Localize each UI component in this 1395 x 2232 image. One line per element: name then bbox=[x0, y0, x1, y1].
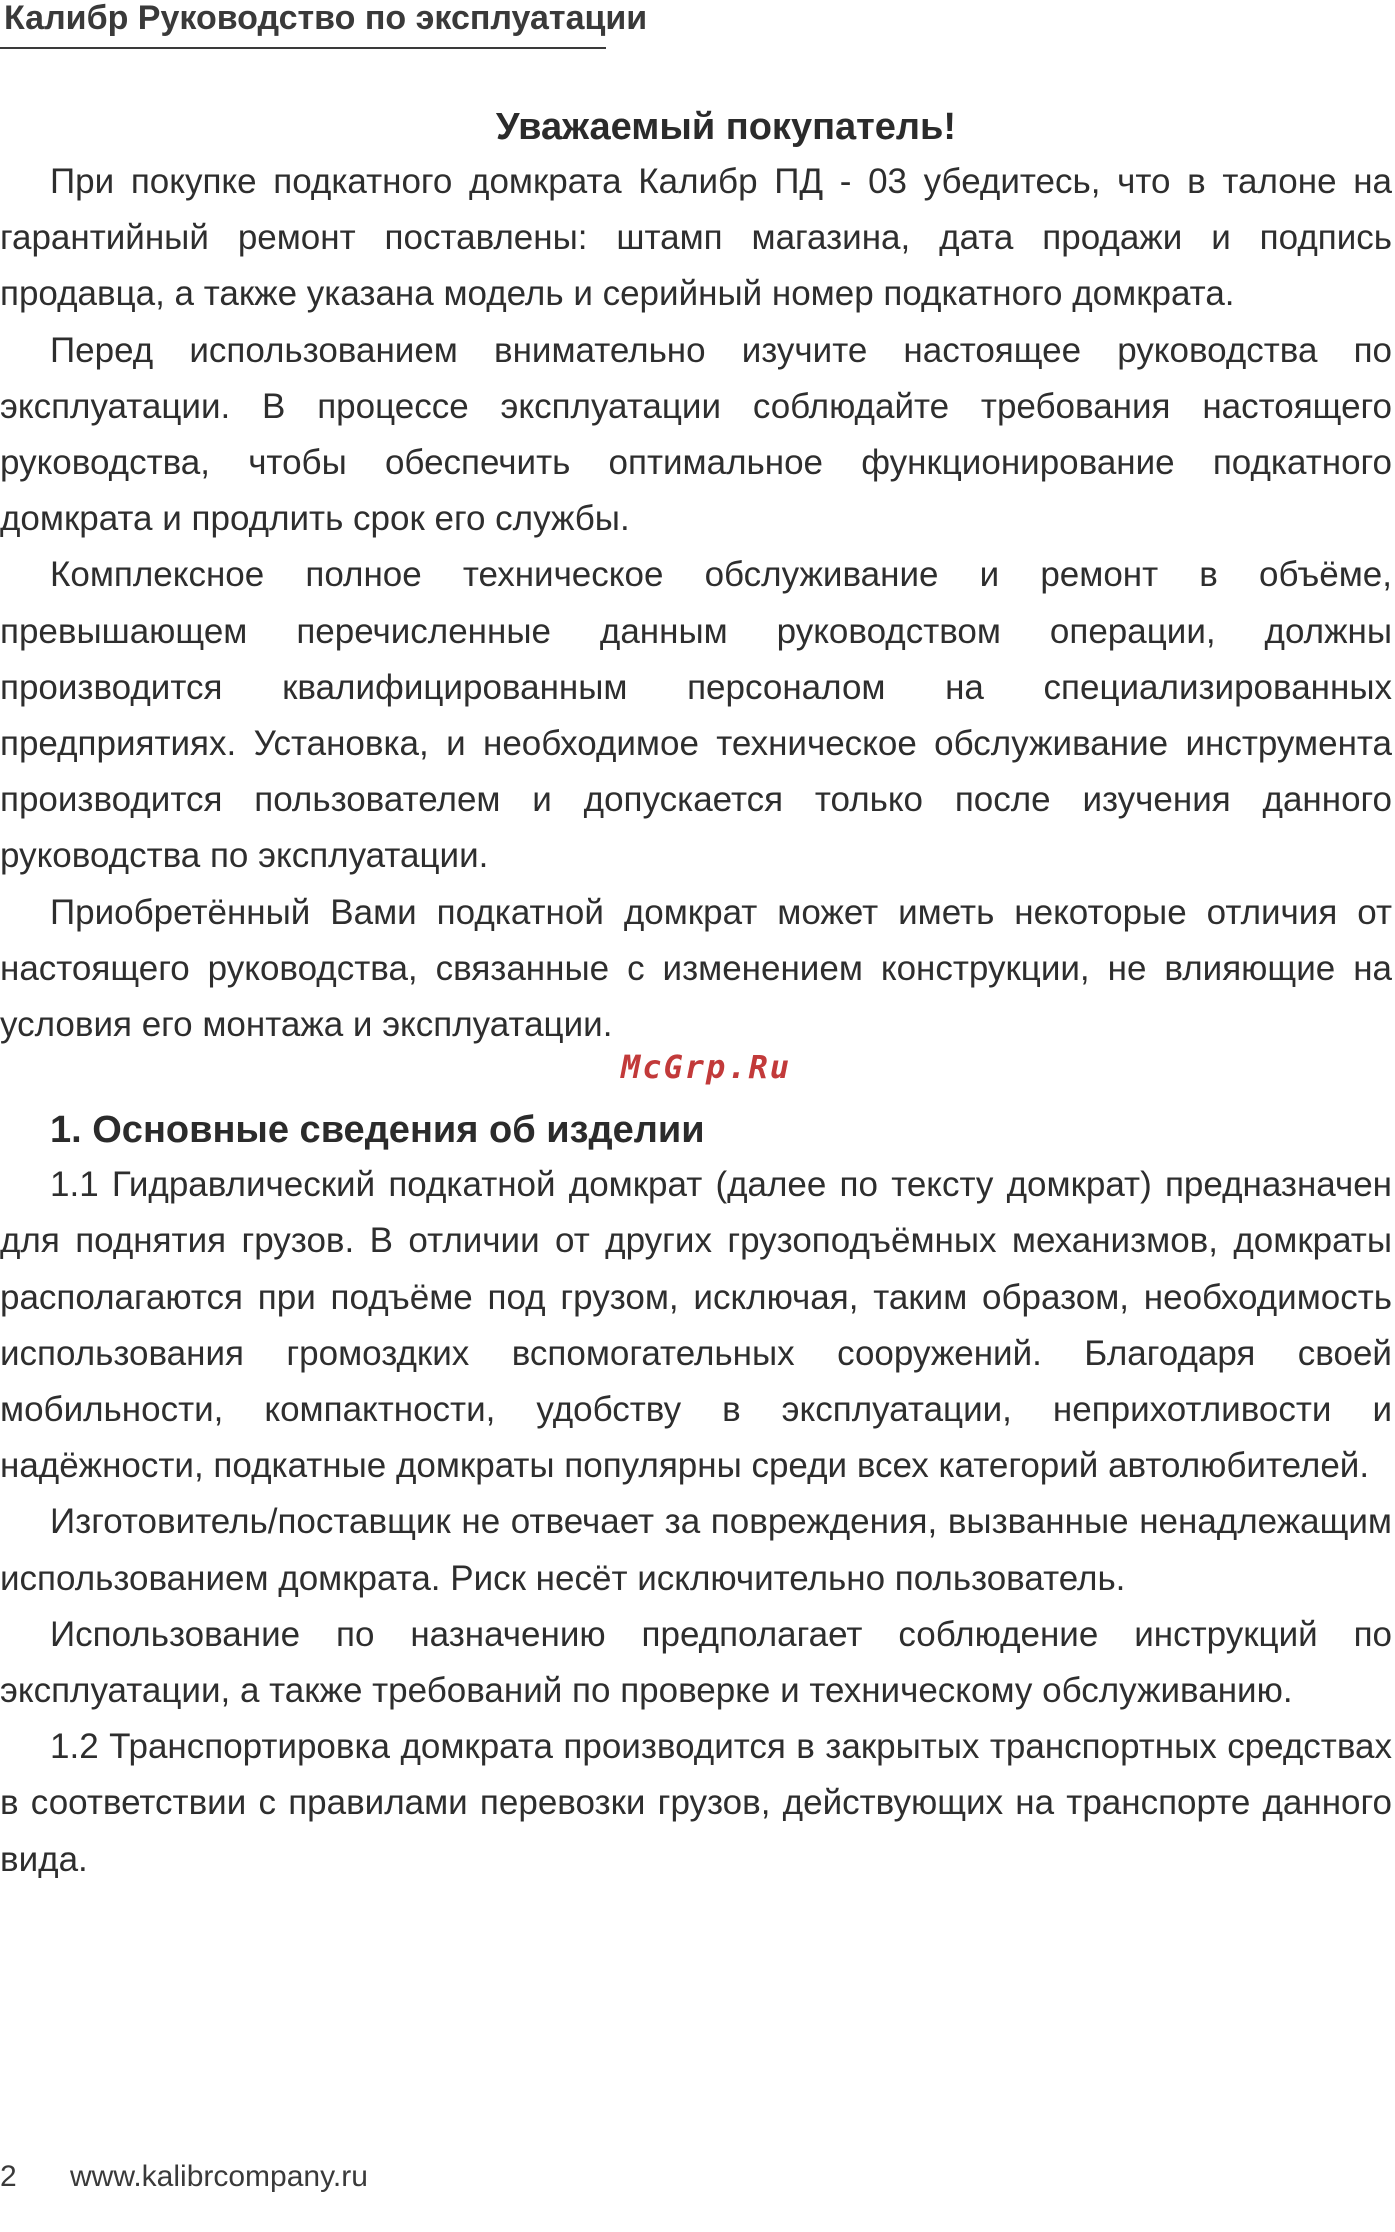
intro-paragraph: Приобретённый Вами подкатной домкрат может иметь некоторые отличия от настоящего руководства, связанные с изменением конструкции, не влияющие на условия его монтажа и эксплуатации. bbox=[0, 892, 1392, 1045]
section-paragraph: 1.2 Транспортировка домкрата производится в закрытых транспортных средствах в соответствии с правилами перевозки грузов, действующих на транспорте данного вида. bbox=[0, 1727, 1392, 1879]
running-header: Калибр Руководство по эксплуатации bbox=[4, 0, 648, 37]
greeting-heading: Уважаемый покупатель! bbox=[495, 106, 957, 148]
watermark: McGrp.Ru bbox=[620, 1048, 792, 1087]
section-heading: 1. Основные сведения об изделии bbox=[50, 1109, 705, 1152]
page-content bbox=[0, 100, 1392, 1888]
section-paragraph: Использование по назначению предполагает соблюдение инструкций по эксплуатации, а также требований по проверке и техническому обслуживанию. bbox=[0, 1614, 1392, 1711]
section-paragraph: Изготовитель/поставщик не отвечает за повреждения, вызванные ненадлежащим использованием домкрата. Риск несёт исключительно пользователь. bbox=[0, 1502, 1392, 1598]
section-paragraph: 1.1 Гидравлический подкатной домкрат (далее по тексту домкрат) предназначен для поднятия грузов. В отличии от других грузоподъёмных механизмов, домкраты располагаются при подъёме под грузом, исключая, таким образом, необходимость использования громоздких вспомогательных сооружений. Благодаря своей мобильности, компактности, удобству в эксплуатации, неприхотливости и надёжности, подкатные домкраты популярны среди всех категорий автолюбителей. bbox=[0, 1165, 1392, 1486]
intro-paragraph: Перед использованием внимательно изучите настоящее руководства по эксплуатации. В процессе эксплуатации соблюдайте требования настоящего руководства, чтобы обеспечить оптимальное функционирование подкатного домкрата и продлить срок его службы. bbox=[0, 330, 1392, 539]
website-link[interactable]: www.kalibrcompany.ru bbox=[70, 2160, 368, 2193]
page-footer bbox=[0, 2157, 368, 2197]
header-divider bbox=[0, 47, 606, 49]
intro-paragraph: При покупке подкатного домкрата Калибр ПД - 03 убедитесь, что в талоне на гарантийный ремонт поставлены: штамп магазина, дата продажи и подпись продавца, а также указана модель и серийный номер подкатного домкрата. bbox=[0, 162, 1392, 314]
page-number: 2 bbox=[0, 2160, 17, 2193]
intro-paragraph: Комплексное полное техническое обслуживание и ремонт в объёме, превышающем перечисленные данным руководством операции, должны производится квалифицированным персоналом на специализированных предприятиях. Установка, и необходимое техническое обслуживание инструмента производится пользователем и допускается только после изучения данного руководства по эксплуатации. bbox=[0, 555, 1392, 876]
